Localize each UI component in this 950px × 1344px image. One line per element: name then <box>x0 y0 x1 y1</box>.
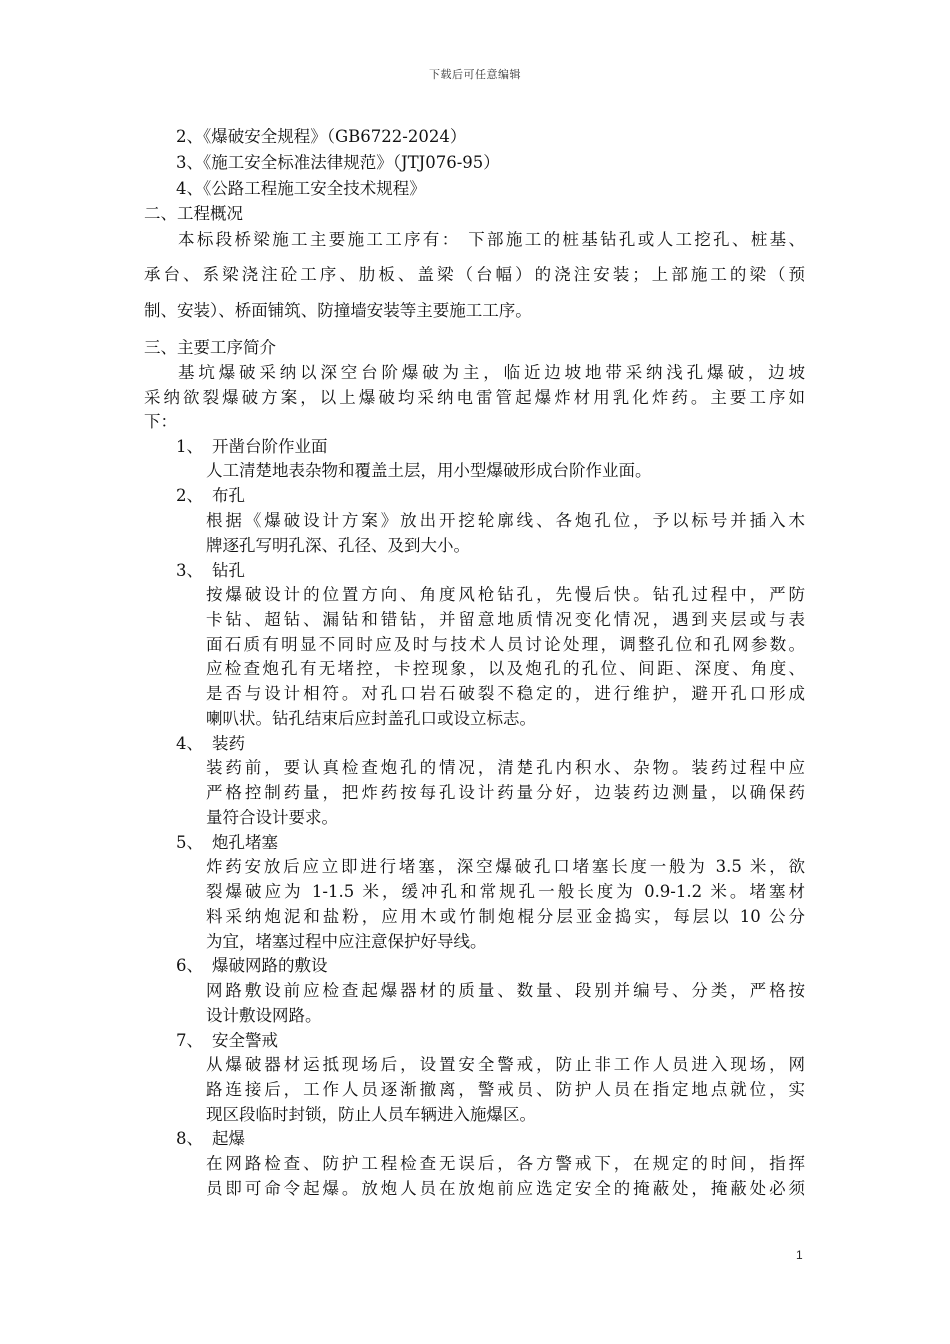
reference-item: 4、《公路工程施工安全技术规程》 <box>176 179 426 198</box>
step-text-line: 设计敷设网路。 <box>206 1006 322 1025</box>
reference-item: 2、《爆破安全规程》（GB6722-2024） <box>176 127 467 146</box>
paragraph-line: 下： <box>144 412 177 431</box>
step-text-line: 牌逐孔写明孔深、孔径、及到大小。 <box>206 536 470 555</box>
step-number: 2、 <box>176 486 203 505</box>
step-text-line: 按爆破设计的位置方向、角度风枪钻孔，先慢后快。钻孔过程中，严防 <box>206 585 805 604</box>
step-number: 6、 <box>176 956 203 975</box>
paragraph-line: 基坑爆破采纳以深空台阶爆破为主，临近边坡地带采纳浅孔爆破，边坡 <box>178 363 805 382</box>
step-title: 装药 <box>212 734 245 753</box>
step-title: 开凿台阶作业面 <box>212 437 328 456</box>
step-number: 1、 <box>176 437 203 456</box>
step-number: 4、 <box>176 734 203 753</box>
page-header: 下载后可任意编辑 <box>429 68 521 81</box>
step-text-line: 面石质有明显不同时应及时与技术人员讨论处理，调整孔位和孔网参数。 <box>206 635 805 654</box>
step-text-line: 是否与设计相符。对孔口岩石破裂不稳定的，进行维护，避开孔口形成 <box>206 684 805 703</box>
step-text-line: 严格控制药量，把炸药按每孔设计药量分好，边装药边测量，以确保药 <box>206 783 805 802</box>
step-text-line: 人工清楚地表杂物和覆盖土层，用小型爆破形成台阶作业面。 <box>206 461 652 480</box>
step-number: 7、 <box>176 1031 203 1050</box>
step-number: 8、 <box>176 1129 203 1148</box>
step-text-line: 应检查炮孔有无堵控，卡控现象，以及炮孔的孔位、间距、深度、角度、 <box>206 659 805 678</box>
step-title: 炮孔堵塞 <box>212 833 278 852</box>
step-title: 钻孔 <box>212 561 245 580</box>
step-text-line: 料采纳炮泥和盐粉，应用木或竹制炮棍分层亚金捣实，每层以 10 公分 <box>206 907 805 926</box>
step-text-line: 网路敷设前应检查起爆器材的质量、数量、段别并编号、分类，严格按 <box>206 981 805 1000</box>
step-text-line: 量符合设计要求。 <box>206 808 338 827</box>
step-text-line: 炸药安放后应立即进行堵塞，深空爆破孔口堵塞长度一般为 3.5 米，欲 <box>206 857 805 876</box>
paragraph-line: 制、安装）、桥面铺筑、防撞墙安装等主要施工工序。 <box>144 301 532 320</box>
step-text-line: 喇叭状。钻孔结束后应封盖孔口或设立标志。 <box>206 709 536 728</box>
paragraph-line: 承台、系梁浇注砼工序、肋板、盖梁（台幅）的浇注安装；上部施工的梁（预 <box>144 265 805 284</box>
step-text-line: 路连接后，工作人员逐渐撤离，警戒员、防护人员在指定地点就位，实 <box>206 1080 805 1099</box>
step-title: 安全警戒 <box>212 1031 278 1050</box>
step-text-line: 根据《爆破设计方案》放出开挖轮廓线、各炮孔位，予以标号并插入木 <box>206 511 805 530</box>
section-heading: 三、主要工序简介 <box>144 338 276 357</box>
step-text-line: 从爆破器材运抵现场后，设置安全警戒，防止非工作人员进入现场，网 <box>206 1055 805 1074</box>
step-text-line: 现区段临时封锁，防止人员车辆进入施爆区。 <box>206 1105 536 1124</box>
paragraph-line: 采纳欲裂爆破方案，以上爆破均采纳电雷管起爆炸材用乳化炸药。主要工序如 <box>144 388 805 407</box>
step-text-line: 员即可命令起爆。放炮人员在放炮前应选定安全的掩蔽处，掩蔽处必须 <box>206 1179 805 1198</box>
step-title: 布孔 <box>212 486 245 505</box>
step-text-line: 装药前，要认真检查炮孔的情况，清楚孔内积水、杂物。装药过程中应 <box>206 758 805 777</box>
step-title: 爆破网路的敷设 <box>212 956 328 975</box>
step-title: 起爆 <box>212 1129 245 1148</box>
section-heading: 二、工程概况 <box>144 204 243 223</box>
paragraph-line: 本标段桥梁施工主要施工工序有： 下部施工的桩基钻孔或人工挖孔、桩基、 <box>178 230 805 249</box>
page-number: 1 <box>796 1248 803 1262</box>
step-text-line: 卡钻、超钻、漏钻和错钻，并留意地质情况变化情况，遇到夹层或与表 <box>206 610 805 629</box>
step-text-line: 为宜，堵塞过程中应注意保护好导线。 <box>206 932 487 951</box>
reference-item: 3、《施工安全标准法律规范》（JTJ076-95） <box>176 153 500 172</box>
step-text-line: 在网路检查、防护工程检查无误后，各方警戒下，在规定的时间，指挥 <box>206 1154 805 1173</box>
step-text-line: 裂爆破应为 1-1.5 米，缓冲孔和常规孔一般长度为 0.9-1.2 米。堵塞材 <box>206 882 805 901</box>
step-number: 3、 <box>176 561 203 580</box>
step-number: 5、 <box>176 833 203 852</box>
